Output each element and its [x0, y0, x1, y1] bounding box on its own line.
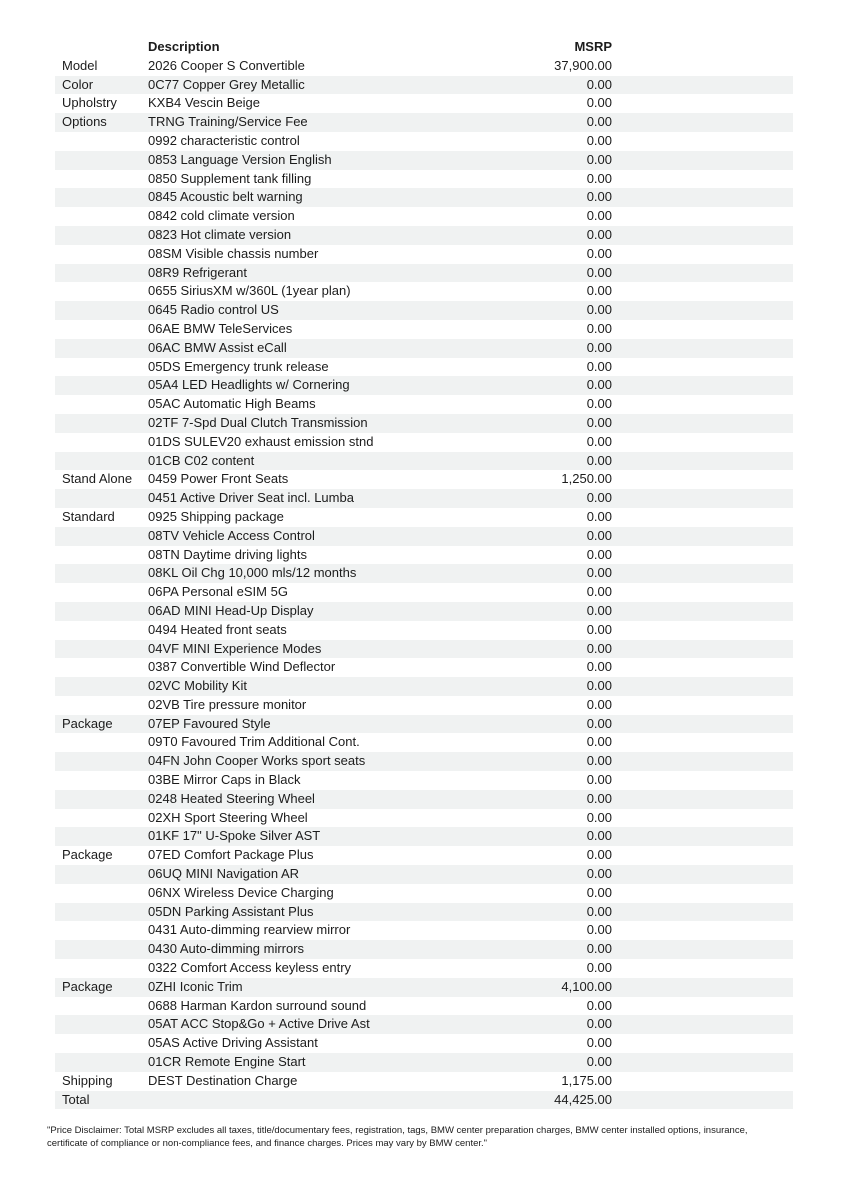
row-spacer [612, 76, 793, 95]
row-msrp: 0.00 [586, 208, 612, 224]
row-category [55, 527, 148, 546]
row-description: 05AS Active Driving Assistant [148, 1035, 318, 1051]
table-row [55, 940, 793, 959]
row-msrp: 1,175.00 [561, 1072, 612, 1088]
table-header-row [55, 38, 793, 57]
row-description: 0850 Supplement tank filling [148, 170, 312, 186]
row-description: 0451 Active Driver Seat incl. Lumba [148, 490, 354, 506]
row-msrp: 37,900.00 [554, 57, 612, 73]
row-spacer [612, 470, 793, 489]
row-msrp: 0.00 [586, 734, 612, 750]
row-description: 0322 Comfort Access keyless entry [148, 960, 352, 976]
row-category [55, 282, 148, 301]
row-spacer [612, 113, 793, 132]
row-description: 02VC Mobility Kit [148, 678, 247, 694]
row-msrp: 0.00 [586, 809, 612, 825]
row-description: 08TN Daytime driving lights [148, 546, 307, 562]
row-category [55, 564, 148, 583]
row-msrp: 0.00 [586, 941, 612, 957]
table-row [55, 94, 793, 113]
row-category [55, 733, 148, 752]
row-msrp: 0.00 [586, 753, 612, 769]
row-description: 0823 Hot climate version [148, 226, 292, 242]
row-spacer [612, 921, 793, 940]
row-description: 0430 Auto-dimming mirrors [148, 941, 305, 957]
table-row [55, 414, 793, 433]
row-category [55, 640, 148, 659]
header-spacer [612, 38, 793, 57]
table-row [55, 170, 793, 189]
row-msrp: 0.00 [586, 602, 612, 618]
table-row [55, 564, 793, 583]
row-category [55, 940, 148, 959]
row-description: 07ED Comfort Package Plus [148, 847, 314, 863]
table-row [55, 376, 793, 395]
row-category [55, 414, 148, 433]
row-msrp: 0.00 [586, 772, 612, 788]
row-category: Package [62, 847, 113, 863]
table-row [55, 884, 793, 903]
row-description: 0645 Radio control US [148, 302, 279, 318]
row-msrp: 0.00 [586, 414, 612, 430]
row-category [55, 207, 148, 226]
row-spacer [612, 226, 793, 245]
row-category [55, 771, 148, 790]
row-category [55, 433, 148, 452]
row-spacer [612, 395, 793, 414]
row-category [55, 358, 148, 377]
row-category: Model [62, 57, 98, 73]
row-spacer [612, 978, 793, 997]
row-description: 05A4 LED Headlights w/ Cornering [148, 377, 350, 393]
row-description: 05DN Parking Assistant Plus [148, 903, 314, 919]
table-row [55, 733, 793, 752]
row-spacer [612, 414, 793, 433]
row-spacer [612, 583, 793, 602]
table-row [55, 1015, 793, 1034]
row-category [55, 677, 148, 696]
table-row [55, 132, 793, 151]
table-row [55, 433, 793, 452]
row-spacer [612, 771, 793, 790]
row-spacer [612, 433, 793, 452]
row-description: 08SM Visible chassis number [148, 245, 319, 261]
row-description: 0655 SiriusXM w/360L (1year plan) [148, 283, 351, 299]
row-spacer [612, 508, 793, 527]
row-description: 01CR Remote Engine Start [148, 1054, 306, 1070]
table-row [55, 151, 793, 170]
row-msrp: 0.00 [586, 302, 612, 318]
row-msrp: 0.00 [586, 659, 612, 675]
category-column-header [55, 38, 148, 57]
table-row [55, 903, 793, 922]
table-row [55, 827, 793, 846]
table-row [55, 508, 793, 527]
row-category [55, 997, 148, 1016]
row-category [55, 320, 148, 339]
row-msrp: 0.00 [586, 527, 612, 543]
row-msrp: 0.00 [586, 584, 612, 600]
row-msrp: 0.00 [586, 132, 612, 148]
row-category [55, 395, 148, 414]
row-category: Options [62, 114, 107, 130]
row-description: 0842 cold climate version [148, 208, 295, 224]
table-row [55, 1091, 793, 1110]
row-description: 06AC BMW Assist eCall [148, 339, 287, 355]
row-category [55, 245, 148, 264]
row-spacer [612, 245, 793, 264]
row-description: 08R9 Refrigerant [148, 264, 247, 280]
msrp-column-header: MSRP [574, 39, 612, 54]
row-category: Total [62, 1091, 90, 1107]
row-description: 01DS SULEV20 exhaust emission stnd [148, 433, 374, 449]
row-category [55, 1053, 148, 1072]
row-description: 0248 Heated Steering Wheel [148, 790, 315, 806]
row-description: TRNG Training/Service Fee [148, 114, 308, 130]
row-spacer [612, 207, 793, 226]
row-msrp: 0.00 [586, 546, 612, 562]
row-category [55, 602, 148, 621]
row-spacer [612, 358, 793, 377]
row-msrp: 0.00 [586, 396, 612, 412]
row-description: 01CB C02 content [148, 452, 255, 468]
row-spacer [612, 884, 793, 903]
row-category: Package [62, 715, 113, 731]
table-row [55, 640, 793, 659]
row-spacer [612, 489, 793, 508]
row-spacer [612, 264, 793, 283]
row-spacer [612, 640, 793, 659]
row-description: 0688 Harman Kardon surround sound [148, 997, 367, 1013]
row-spacer [612, 827, 793, 846]
row-msrp: 0.00 [586, 452, 612, 468]
table-row [55, 489, 793, 508]
row-spacer [612, 997, 793, 1016]
row-msrp: 0.00 [586, 189, 612, 205]
row-msrp: 0.00 [586, 903, 612, 919]
table-row [55, 546, 793, 565]
row-msrp: 0.00 [586, 565, 612, 581]
table-row [55, 1053, 793, 1072]
row-spacer [612, 696, 793, 715]
table-row [55, 76, 793, 95]
row-msrp: 44,425.00 [554, 1091, 612, 1107]
table-row [55, 846, 793, 865]
row-description: 0925 Shipping package [148, 508, 284, 524]
row-spacer [612, 1053, 793, 1072]
row-category [55, 452, 148, 471]
description-column-header: Description [148, 39, 220, 54]
row-msrp: 0.00 [586, 1035, 612, 1051]
row-msrp: 0.00 [586, 790, 612, 806]
row-spacer [612, 1015, 793, 1034]
row-msrp: 0.00 [586, 960, 612, 976]
table-row [55, 677, 793, 696]
row-spacer [612, 658, 793, 677]
row-category [55, 170, 148, 189]
row-category [55, 226, 148, 245]
row-spacer [612, 301, 793, 320]
row-spacer [612, 865, 793, 884]
row-category [55, 884, 148, 903]
table-row [55, 658, 793, 677]
row-category [55, 583, 148, 602]
table-row [55, 264, 793, 283]
row-spacer [612, 752, 793, 771]
row-category [55, 376, 148, 395]
row-category [55, 809, 148, 828]
row-category: Upholstry [62, 95, 117, 111]
row-spacer [612, 715, 793, 734]
row-description: 09T0 Favoured Trim Additional Cont. [148, 734, 360, 750]
row-description: 0992 characteristic control [148, 132, 300, 148]
row-spacer [612, 452, 793, 471]
row-msrp: 0.00 [586, 490, 612, 506]
row-category [55, 621, 148, 640]
table-row [55, 959, 793, 978]
row-category [55, 865, 148, 884]
row-msrp: 0.00 [586, 678, 612, 694]
row-category [55, 188, 148, 207]
row-description: 0494 Heated front seats [148, 621, 287, 637]
row-msrp: 0.00 [586, 922, 612, 938]
table-row [55, 339, 793, 358]
row-description: 01KF 17" U-Spoke Silver AST [148, 828, 321, 844]
table-row [55, 696, 793, 715]
row-msrp: 0.00 [586, 358, 612, 374]
row-spacer [612, 1034, 793, 1053]
table-row [55, 752, 793, 771]
row-category [55, 658, 148, 677]
row-category: Stand Alone [62, 471, 133, 487]
table-row [55, 527, 793, 546]
row-msrp: 1,250.00 [561, 471, 612, 487]
table-body [55, 57, 793, 1110]
row-msrp: 0.00 [586, 283, 612, 299]
row-spacer [612, 170, 793, 189]
row-category [55, 151, 148, 170]
table-row [55, 188, 793, 207]
row-spacer [612, 733, 793, 752]
row-description: 04FN John Cooper Works sport seats [148, 753, 366, 769]
row-description: 06NX Wireless Device Charging [148, 884, 334, 900]
row-spacer [612, 151, 793, 170]
row-description: KXB4 Vescin Beige [148, 95, 261, 111]
row-spacer [612, 959, 793, 978]
table-row [55, 452, 793, 471]
table-row [55, 395, 793, 414]
row-msrp: 0.00 [586, 866, 612, 882]
row-category [55, 301, 148, 320]
row-msrp: 4,100.00 [561, 978, 612, 994]
row-description: 05AT ACC Stop&Go + Active Drive Ast [148, 1016, 370, 1032]
row-spacer [612, 339, 793, 358]
row-description: 08KL Oil Chg 10,000 mls/12 months [148, 565, 357, 581]
row-msrp: 0.00 [586, 377, 612, 393]
row-msrp: 0.00 [586, 621, 612, 637]
row-msrp: 0.00 [586, 884, 612, 900]
table-row [55, 583, 793, 602]
table-row [55, 207, 793, 226]
row-description: 0431 Auto-dimming rearview mirror [148, 922, 351, 938]
row-spacer [612, 903, 793, 922]
row-category [55, 752, 148, 771]
row-description: 2026 Cooper S Convertible [148, 57, 305, 73]
table-row [55, 470, 793, 489]
row-spacer [612, 1091, 793, 1110]
row-category [55, 696, 148, 715]
table-row [55, 771, 793, 790]
table-row [55, 245, 793, 264]
row-description: 04VF MINI Experience Modes [148, 640, 322, 656]
row-spacer [612, 677, 793, 696]
row-category: Package [62, 978, 113, 994]
table-row [55, 715, 793, 734]
row-category [55, 546, 148, 565]
row-category [55, 1015, 148, 1034]
row-category [55, 827, 148, 846]
row-spacer [612, 132, 793, 151]
row-spacer [612, 282, 793, 301]
row-category [55, 921, 148, 940]
row-msrp: 0.00 [586, 508, 612, 524]
row-category: Color [62, 76, 94, 92]
row-spacer [612, 527, 793, 546]
row-msrp: 0.00 [586, 95, 612, 111]
row-msrp: 0.00 [586, 264, 612, 280]
row-description: 0845 Acoustic belt warning [148, 189, 303, 205]
table-row [55, 921, 793, 940]
row-description: 03BE Mirror Caps in Black [148, 772, 301, 788]
row-description: 06UQ MINI Navigation AR [148, 866, 300, 882]
row-msrp: 0.00 [586, 170, 612, 186]
row-msrp: 0.00 [586, 715, 612, 731]
table-row [55, 320, 793, 339]
row-msrp: 0.00 [586, 339, 612, 355]
row-description: 0C77 Copper Grey Metallic [148, 76, 305, 92]
row-description: 0853 Language Version English [148, 151, 332, 167]
row-msrp: 0.00 [586, 114, 612, 130]
row-spacer [612, 546, 793, 565]
row-description: 0387 Convertible Wind Deflector [148, 659, 336, 675]
row-description: 08TV Vehicle Access Control [148, 527, 315, 543]
row-msrp: 0.00 [586, 640, 612, 656]
row-msrp: 0.00 [586, 245, 612, 261]
row-description: 0ZHI Iconic Trim [148, 978, 243, 994]
row-category [55, 903, 148, 922]
row-spacer [612, 320, 793, 339]
price-disclaimer: "Price Disclaimer: Total MSRP excludes all taxes, title/documentary fees, registration, tags, BMW center preparation charges, BMW center installed options, insurance, certificate of compliance or non-compliance fees, and finance charges. Prices may vary by BMW center." [47, 1125, 748, 1149]
row-msrp: 0.00 [586, 433, 612, 449]
pricing-table [55, 38, 793, 1109]
row-spacer [612, 94, 793, 113]
table-row [55, 809, 793, 828]
table-row [55, 57, 793, 76]
table-row [55, 865, 793, 884]
row-category [55, 790, 148, 809]
row-description: 06AD MINI Head-Up Display [148, 602, 314, 618]
row-msrp: 0.00 [586, 320, 612, 336]
table-row [55, 113, 793, 132]
row-description: 0459 Power Front Seats [148, 471, 289, 487]
row-description: 02XH Sport Steering Wheel [148, 809, 308, 825]
row-spacer [612, 602, 793, 621]
row-description: 05DS Emergency trunk release [148, 358, 329, 374]
row-category [55, 264, 148, 283]
row-spacer [612, 846, 793, 865]
row-spacer [612, 1072, 793, 1091]
row-msrp: 0.00 [586, 847, 612, 863]
row-msrp: 0.00 [586, 76, 612, 92]
row-category [55, 489, 148, 508]
row-category [55, 132, 148, 151]
table-row [55, 602, 793, 621]
row-spacer [612, 564, 793, 583]
row-description: 02TF 7-Spd Dual Clutch Transmission [148, 414, 368, 430]
row-msrp: 0.00 [586, 828, 612, 844]
row-spacer [612, 790, 793, 809]
row-spacer [612, 809, 793, 828]
row-category: Shipping [62, 1072, 113, 1088]
table-row [55, 358, 793, 377]
table-row [55, 1072, 793, 1091]
row-description [148, 1091, 502, 1110]
row-spacer [612, 621, 793, 640]
row-description: 02VB Tire pressure monitor [148, 696, 307, 712]
row-msrp: 0.00 [586, 997, 612, 1013]
row-description: 06AE BMW TeleServices [148, 320, 293, 336]
row-description: 05AC Automatic High Beams [148, 396, 316, 412]
row-spacer [612, 188, 793, 207]
row-msrp: 0.00 [586, 1016, 612, 1032]
row-description: DEST Destination Charge [148, 1072, 298, 1088]
table-row [55, 790, 793, 809]
row-msrp: 0.00 [586, 226, 612, 242]
table-row [55, 226, 793, 245]
row-spacer [612, 376, 793, 395]
table-row [55, 978, 793, 997]
row-msrp: 0.00 [586, 151, 612, 167]
row-description: 06PA Personal eSIM 5G [148, 584, 288, 600]
row-spacer [612, 57, 793, 76]
row-category: Standard [62, 508, 115, 524]
row-msrp: 0.00 [586, 1054, 612, 1070]
row-category [55, 339, 148, 358]
row-msrp: 0.00 [586, 696, 612, 712]
row-category [55, 959, 148, 978]
table-row [55, 1034, 793, 1053]
table-row [55, 282, 793, 301]
table-row [55, 997, 793, 1016]
row-description: 07EP Favoured Style [148, 715, 271, 731]
row-category [55, 1034, 148, 1053]
row-spacer [612, 940, 793, 959]
table-row [55, 621, 793, 640]
table-row [55, 301, 793, 320]
